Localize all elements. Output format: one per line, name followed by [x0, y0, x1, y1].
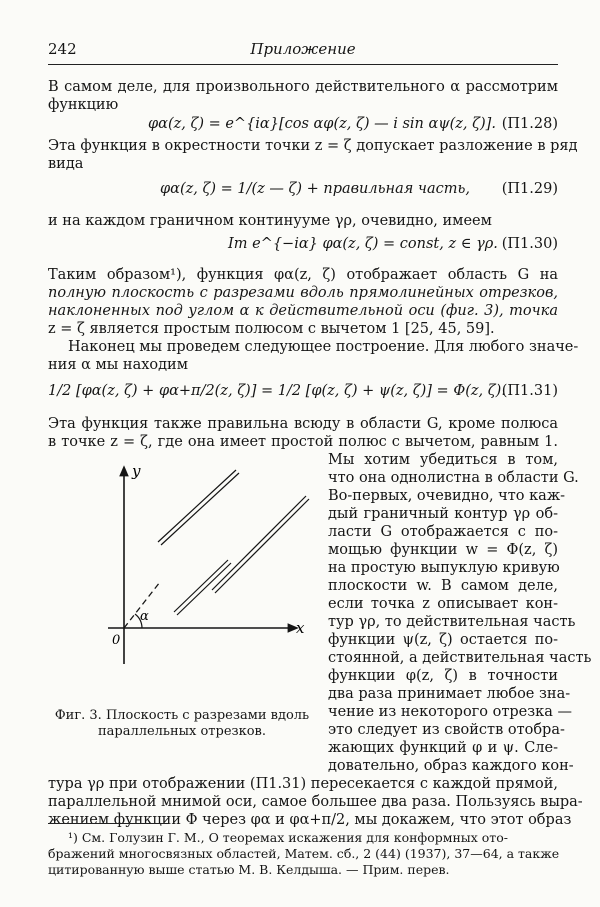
side-line: ласти G отображается с по-: [328, 524, 558, 540]
equation-number: (П1.30): [501, 236, 558, 252]
equation-p1-30: [48, 235, 558, 253]
slit: [212, 496, 309, 593]
side-line: жающих функций φ и ψ. Сле-: [328, 740, 558, 756]
page-header: [48, 40, 558, 65]
side-line: это следует из свойств отобра-: [328, 722, 565, 738]
figure-caption-line: Фиг. 3. Плоскость с разрезами вдоль: [54, 708, 310, 723]
text-line: Таким образом¹), функция φα(z, ζ) отображает область G на: [48, 267, 558, 283]
side-line: тур γρ, то действительная часть: [328, 614, 576, 630]
text-line: Эта функция также правильна всюду в области G, кроме полюса: [48, 416, 558, 432]
text-line: ния α мы находим: [48, 357, 189, 373]
text-line: функцию: [48, 97, 119, 113]
angle-label: α: [140, 609, 149, 624]
text-line: в точке z = ζ, где она имеет простой полюс с вычетом, равным 1.: [48, 434, 558, 450]
text-line: наклоненных под углом α к действительной оси (фиг. 3), точка: [48, 303, 558, 319]
slit: [174, 560, 231, 615]
equation-formula: Im e^{−iα} φα(z, ζ) = const, z ∈ γρ.: [228, 236, 498, 252]
text-line: вида: [48, 156, 84, 172]
page-number: 242: [48, 40, 77, 58]
footnote-line: ¹) См. Голузин Г. М., О теоремах искажения для конформных ото-: [68, 830, 508, 845]
equation-p1-29: [48, 180, 558, 198]
side-line: дый граничный контур γρ об-: [328, 506, 558, 522]
equation-formula: 1/2 [φα(z, ζ) + φα+π/2(z, ζ)] = 1/2 [φ(z, ζ) + ψ(z, ζ)] = Φ(z, ζ).: [48, 383, 506, 399]
text-line: полную плоскость с разрезами вдоль прямолинейных отрезков,: [48, 285, 558, 301]
equation-number: (П1.28): [501, 116, 558, 132]
side-line: плоскости w. В самом деле,: [328, 578, 558, 594]
side-line: если точка z описывает кон-: [328, 596, 558, 612]
footnote-line: цитированную выше статью М. В. Келдыша. — Прим. перев.: [48, 862, 450, 877]
equation-number: (П1.31): [501, 383, 558, 399]
text-line: Эта функция в окрестности точки z = ζ допускает разложение в ряд: [48, 138, 578, 154]
side-line: стоянной, а действительная часть: [328, 650, 592, 666]
origin-label: 0: [112, 633, 121, 648]
side-line: Во-первых, очевидно, что каж-: [328, 488, 566, 504]
side-line: Мы хотим убедиться в том,: [328, 452, 558, 468]
side-line: мощью функции w = Φ(z, ζ): [328, 542, 558, 558]
footnote-line: бражений многосвязных областей, Матем. сб., 2 (44) (1937), 37—64, а также: [48, 846, 560, 861]
text-line: В самом деле, для произвольного действительного α рассмотрим: [48, 79, 558, 95]
side-line: функции ψ(z, ζ) остается по-: [328, 632, 558, 648]
side-line: довательно, образ каждого кон-: [328, 758, 574, 774]
footnote-rule: [48, 823, 168, 824]
figure-diagram: [48, 462, 316, 696]
text-line: z = ζ является простым полюсом с вычетом 1 [25, 45, 59].: [48, 321, 495, 337]
text-line: жением функции Φ через φα и φα+π/2, мы докажем, что этот образ: [48, 812, 572, 828]
figure-3: [48, 462, 316, 696]
equation-formula: φα(z, ζ) = e^{iα}[cos αφ(z, ζ) — i sin αψ(z, ζ)].: [148, 116, 496, 132]
equation-formula: φα(z, ζ) = 1/(z — ζ) + правильная часть,: [160, 181, 470, 197]
text-line: Наконец мы проведем следующее построение. Для любого значе-: [68, 339, 579, 355]
equation-p1-31: [48, 382, 558, 400]
running-head: Приложение: [250, 40, 356, 58]
text-line: тура γρ при отображении (П1.31) пересекается с каждой прямой,: [48, 776, 558, 792]
equation-p1-28: [48, 115, 558, 133]
side-line: функции φ(z, ζ) в точности: [328, 668, 558, 684]
x-axis-label: x: [296, 619, 305, 637]
slit: [158, 470, 239, 545]
text-line: параллельной мнимой оси, самое большее два раза. Пользуясь выра-: [48, 794, 583, 810]
y-axis-label: y: [132, 462, 141, 480]
side-line: два раза принимает любое зна-: [328, 686, 571, 702]
figure-caption-line: параллельных отрезков.: [97, 724, 267, 739]
text-line: и на каждом граничном континууме γρ, очевидно, имеем: [48, 213, 492, 229]
side-line: на простую выпуклую кривую: [328, 560, 560, 576]
equation-number: (П1.29): [501, 181, 558, 197]
side-line: чение из некоторого отрезка —: [328, 704, 572, 720]
side-line: что она однолистна в области G.: [328, 470, 579, 486]
